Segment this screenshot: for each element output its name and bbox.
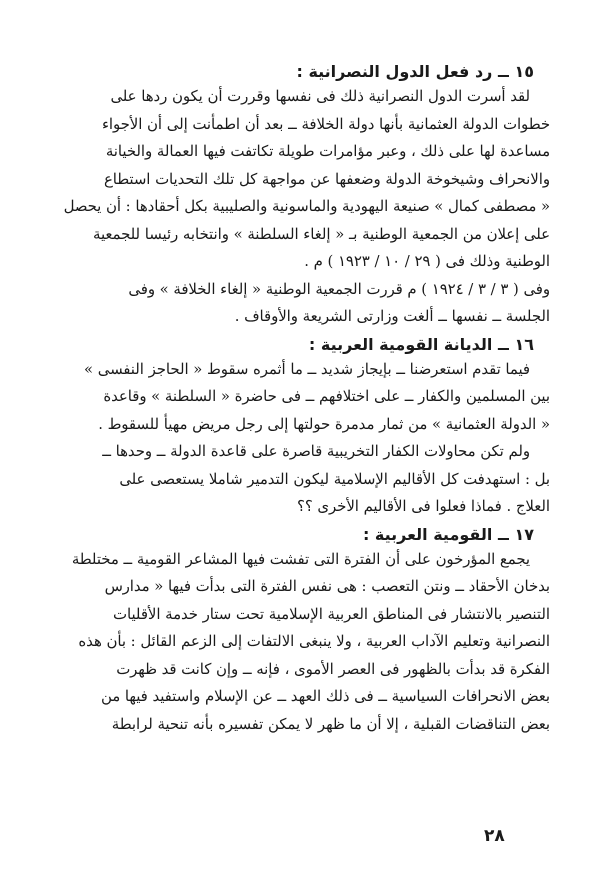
text-line: بعض الانحرافات السياسية ــ فى ذلك العهد ــ عن الإسلام واستفيد فيها من xyxy=(100,688,550,705)
text-line: الجلسة ــ نفسها ــ ألغت وزارتى الشريعة والأوقاف . xyxy=(234,308,550,325)
text-line: بعض التناقضات القبلية ، إلا أن ما ظهر لا يمكن تفسيره بأنه تنحية لرابطة xyxy=(111,715,550,733)
text-line: وفى ( ٣ / ٣ / ١٩٢٤ ) م قررت الجمعية الوطنية « إلغاء الخلافة » وفى xyxy=(128,280,550,298)
text-line: « الدولة العثمانية » من ثمار مدمرة حولتها إلى رجل مريض مهيأ للسقوط . xyxy=(98,415,550,433)
text-line: فيما تقدم استعرضنا ــ بإيجاز شديد ــ ما أثمره سقوط « الحاجز النفسى » xyxy=(84,360,530,378)
text-line: لقد أسرت الدول النصرانية ذلك فى نفسها وقررت أن يكون ردها على xyxy=(110,88,530,105)
text-line: بل : استهدفت كل الأقاليم الإسلامية ليكون التدمير شاملا يستعصى على xyxy=(119,470,550,488)
section-16-paragraph-2 xyxy=(36,438,550,521)
page-number: ٢٨ xyxy=(484,826,505,846)
text-line: التنصير بالانتشار فى المناطق العربية الإسلامية تحت ستار خدمة الأقليات xyxy=(113,605,550,623)
text-line: ولم تكن محاولات الكفار التخريبية قاصرة على قاعدة الدولة ــ وحدها ــ xyxy=(102,443,530,460)
section-17-paragraph-1 xyxy=(36,546,550,739)
text-line: خطوات الدولة العثمانية بأنها دولة الخلافة ــ بعد أن اطمأنت إلى أن الأجواء xyxy=(101,115,550,133)
text-line: مساعدة لها على ذلك ، وعبر مؤامرات طويلة تكاتفت فيها العمالة والخيانة xyxy=(105,143,550,160)
section-16-paragraph-1 xyxy=(36,356,550,439)
book-page xyxy=(36,58,550,738)
text-line: الفكرة قد بدأت بالظهور فى العصر الأموى ، فإنه ــ وإن كانت قد ظهرت xyxy=(116,660,550,678)
text-line: يجمع المؤرخون على أن الفترة التى تفشت فيها المشاعر القومية ــ مختلطة xyxy=(71,550,530,568)
text-line: بدخان الأحقاد ــ ونتن التعصب : هى نفس الفترة التى بدأت فيها « مدارس xyxy=(104,578,550,595)
text-line: الوطنية وذلك فى ( ٢٩ / ١٠ / ١٩٢٣ ) م . xyxy=(304,253,550,270)
text-line: بين المسلمين والكفار ــ على اختلافهم ــ فى حاضرة « السلطنة » وقاعدة xyxy=(103,388,550,405)
section-15-paragraph-2 xyxy=(36,276,550,331)
section-heading-17: ١٧ ــ القومية العربية : xyxy=(362,524,534,544)
text-line: العلاج . فماذا فعلوا فى الأقاليم الأخرى ؟؟ xyxy=(297,498,550,515)
text-line: النصرانية وتعليم الآداب العربية ، ولا ينبغى الالتفات إلى الزعم القائل : بأن هذه xyxy=(78,633,550,650)
text-line: والانحراف وشيخوخة الدولة وضعفها عن مواجهة كل تلك التحديات استطاع xyxy=(103,170,550,188)
text-line: على إعلان من الجمعية الوطنية بـ « إلغاء السلطنة » وانتخابه رئيسا للجمعية xyxy=(93,225,550,243)
text-line: « مصطفى كمال » صنيعة اليهودية والماسونية والصليبية بكل أحقادها : أن يحصل xyxy=(63,198,550,215)
section-heading-15: ١٥ ــ رد فعل الدول النصرانية : xyxy=(296,62,534,81)
section-15-paragraph-1 xyxy=(36,83,550,276)
section-heading-16: ١٦ ــ الديانة القومية العربية : xyxy=(308,334,534,354)
